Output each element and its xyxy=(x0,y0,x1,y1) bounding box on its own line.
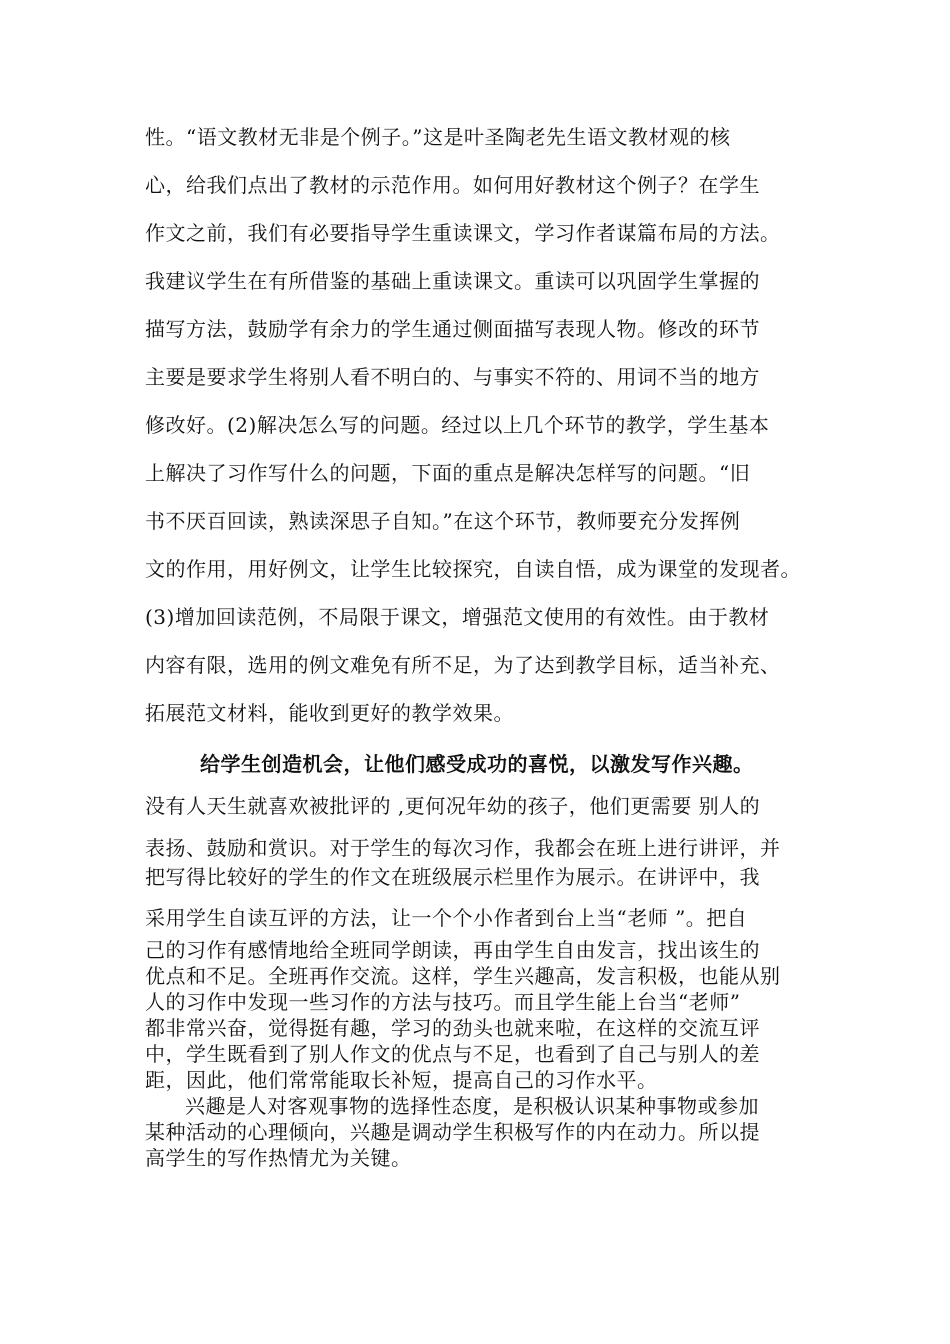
text-line: 人的习作中发现一些习作的方法与技巧。而且学生能上台当“老师” xyxy=(145,990,741,1014)
text-line: 表扬、鼓励和赏识。对于学生的每次习作，我都会在班上进行讲评，并 xyxy=(145,836,781,860)
text-line: (3)增加回读范例，不局限于课文，增强范文使用的有效性。由于教材 xyxy=(145,605,770,629)
text-line: 己的习作有感情地给全班同学朗读，再由学生自由发言，找出该生的 xyxy=(145,938,760,962)
text-line: 我建议学生在有所借鉴的基础上重读课文。重读可以巩固学生掌握的 xyxy=(145,269,760,293)
text-line: 距，因此，他们常常能取长补短，提高自己的习作水平。 xyxy=(145,1068,658,1092)
text-line: 性。“语文教材无非是个例子。”这是叶圣陶老先生语文教材观的核 xyxy=(145,125,731,149)
text-line: 心，给我们点出了教材的示范作用。如何用好教材这个例子？在学生 xyxy=(145,173,760,197)
text-line: 主要是要求学生将别人看不明白的、与事实不符的、用词不当的地方 xyxy=(145,365,760,389)
text-line: 内容有限，选用的例文难免有所不足，为了达到教学目标，适当补充、 xyxy=(145,653,781,677)
text-line: 兴趣是人对客观事物的选择性态度，是积极认识某种事物或参加 xyxy=(185,1094,759,1118)
text-line: 没有人天生就喜欢被批评的 ,更何况年幼的孩子，他们更需要 别人的 xyxy=(145,794,761,818)
text-line: 都非常兴奋，觉得挺有趣，学习的劲头也就来啦，在这样的交流互评 xyxy=(145,1016,760,1040)
section-heading: 给学生创造机会，让他们感受成功的喜悦，以激发写作兴趣。 xyxy=(200,752,754,776)
text-line: 拓展范文材料，能收到更好的教学效果。 xyxy=(145,701,514,725)
text-line: 采用学生自读互评的方法，让一个个小作者到台上当“老师 ”。把自 xyxy=(145,906,748,930)
text-line: 上解决了习作写什么的问题，下面的重点是解决怎样写的问题。“旧 xyxy=(145,461,751,485)
text-line: 作文之前，我们有必要指导学生重读课文，学习作者谋篇布局的方法。 xyxy=(145,221,781,245)
text-line: 某种活动的心理倾向，兴趣是调动学生积极写作的内在动力。所以提 xyxy=(145,1120,760,1144)
text-line: 书不厌百回读，熟读深思子自知。”在这个环节，教师要充分发挥例 xyxy=(145,509,741,533)
text-line: 描写方法，鼓励学有余力的学生通过侧面描写表现人物。修改的环节 xyxy=(145,317,760,341)
text-line: 高学生的写作热情尤为关键。 xyxy=(145,1146,412,1170)
text-line: 把写得比较好的学生的作文在班级展示栏里作为展示。在讲评中，我 xyxy=(145,865,760,889)
text-line: 中，学生既看到了别人作文的优点与不足，也看到了自己与别人的差 xyxy=(145,1042,760,1066)
text-line: 文的作用，用好例文，让学生比较探究，自读自悟，成为课堂的发现者。 xyxy=(145,557,801,581)
text-line: 修改好。(2)解决怎么写的问题。经过以上几个环节的教学，学生基本 xyxy=(145,413,770,437)
text-line: 优点和不足。全班再作交流。这样，学生兴趣高，发言积极，也能从别 xyxy=(145,964,781,988)
